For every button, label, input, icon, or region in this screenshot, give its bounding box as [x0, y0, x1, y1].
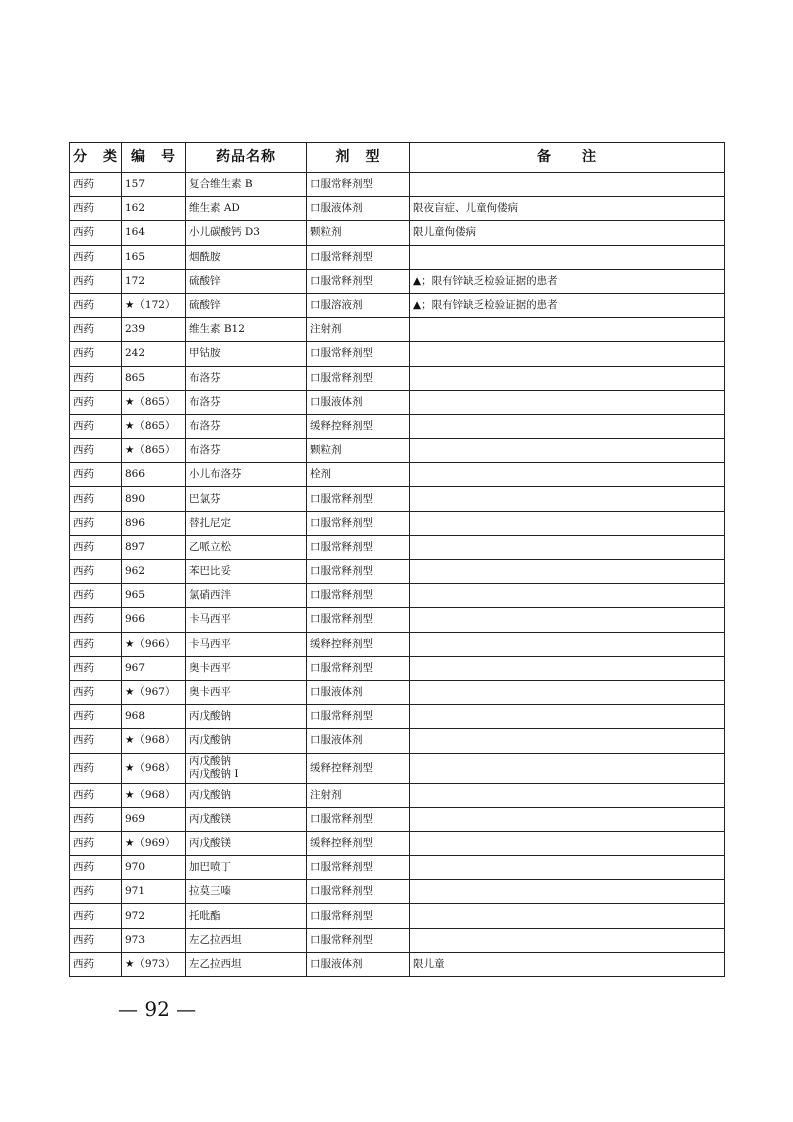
- drug-name-line: 布洛芬: [189, 444, 221, 457]
- cell-remarks: [410, 439, 725, 463]
- cell-dosage-form: 口服常释剂型: [307, 535, 410, 559]
- cell-drug-name: [186, 535, 307, 559]
- drug-name-line: 丙戊酸钠: [189, 788, 231, 801]
- table-row: [70, 366, 725, 390]
- cell-category: 西药: [70, 173, 122, 197]
- cell-remarks: ▲；限有锌缺乏检验证据的患者: [410, 293, 725, 317]
- table-row: [70, 856, 725, 880]
- cell-category: 西药: [70, 705, 122, 729]
- table-row: [70, 293, 725, 317]
- cell-code: 242: [122, 342, 186, 366]
- cell-remarks: 限儿童: [410, 952, 725, 976]
- cell-code: 165: [122, 245, 186, 269]
- header-code: 编 号: [122, 143, 186, 173]
- cell-code: ★（966）: [122, 632, 186, 656]
- cell-dosage-form: 口服常释剂型: [307, 608, 410, 632]
- cell-drug-name: [186, 173, 307, 197]
- cell-category: 西药: [70, 856, 122, 880]
- cell-drug-name: [186, 928, 307, 952]
- cell-category: 西药: [70, 293, 122, 317]
- cell-code: ★（865）: [122, 390, 186, 414]
- cell-dosage-form: 注射剂: [307, 783, 410, 807]
- cell-code: 968: [122, 705, 186, 729]
- drug-name-line: 丙戊酸镁: [189, 836, 231, 849]
- cell-dosage-form: 颗粒剂: [307, 439, 410, 463]
- cell-drug-name: [186, 729, 307, 753]
- cell-code: 965: [122, 584, 186, 608]
- cell-code: 971: [122, 880, 186, 904]
- cell-code: 172: [122, 269, 186, 293]
- cell-remarks: [410, 856, 725, 880]
- cell-remarks: [410, 753, 725, 783]
- cell-dosage-form: 口服常释剂型: [307, 928, 410, 952]
- drug-name-line: 烟酰胺: [189, 250, 221, 263]
- cell-code: 162: [122, 197, 186, 221]
- cell-code: ★（172）: [122, 293, 186, 317]
- table-row: [70, 342, 725, 366]
- cell-drug-name: [186, 487, 307, 511]
- cell-category: 西药: [70, 221, 122, 245]
- drug-name-line: 巴氯芬: [189, 492, 221, 505]
- cell-category: 西药: [70, 680, 122, 704]
- cell-remarks: ▲；限有锌缺乏检验证据的患者: [410, 269, 725, 293]
- cell-dosage-form: 口服常释剂型: [307, 269, 410, 293]
- cell-remarks: [410, 928, 725, 952]
- cell-code: ★（865）: [122, 439, 186, 463]
- cell-category: 西药: [70, 560, 122, 584]
- cell-remarks: [410, 680, 725, 704]
- table-row: [70, 487, 725, 511]
- cell-dosage-form: 口服常释剂型: [307, 245, 410, 269]
- cell-category: 西药: [70, 487, 122, 511]
- cell-remarks: [410, 705, 725, 729]
- table-row: [70, 608, 725, 632]
- cell-remarks: [410, 783, 725, 807]
- cell-code: ★（973）: [122, 952, 186, 976]
- drug-name-line: 奥卡西平: [189, 686, 231, 699]
- table-row: [70, 705, 725, 729]
- cell-drug-name: [186, 807, 307, 831]
- cell-dosage-form: 口服常释剂型: [307, 656, 410, 680]
- cell-drug-name: [186, 904, 307, 928]
- cell-category: 西药: [70, 535, 122, 559]
- table-row: [70, 535, 725, 559]
- cell-category: 西药: [70, 608, 122, 632]
- cell-dosage-form: 口服液体剂: [307, 680, 410, 704]
- table-row: [70, 928, 725, 952]
- cell-drug-name: [186, 608, 307, 632]
- cell-remarks: [410, 831, 725, 855]
- cell-drug-name: [186, 293, 307, 317]
- table-row: [70, 511, 725, 535]
- cell-dosage-form: 口服常释剂型: [307, 880, 410, 904]
- table-row: [70, 245, 725, 269]
- cell-dosage-form: 口服常释剂型: [307, 904, 410, 928]
- cell-category: 西药: [70, 414, 122, 438]
- cell-category: 西药: [70, 880, 122, 904]
- table-row: [70, 680, 725, 704]
- table-row: [70, 414, 725, 438]
- cell-code: 967: [122, 656, 186, 680]
- table-row: [70, 221, 725, 245]
- drug-name-line: 硫酸锌: [189, 299, 221, 312]
- cell-drug-name: [186, 463, 307, 487]
- table-row: [70, 560, 725, 584]
- cell-remarks: 限儿童佝偻病: [410, 221, 725, 245]
- drug-name-line: 布洛芬: [189, 371, 221, 384]
- cell-category: 西药: [70, 197, 122, 221]
- cell-remarks: [410, 342, 725, 366]
- cell-remarks: [410, 608, 725, 632]
- cell-drug-name: [186, 245, 307, 269]
- cell-drug-name: [186, 342, 307, 366]
- table-row: [70, 783, 725, 807]
- cell-code: ★（969）: [122, 831, 186, 855]
- cell-dosage-form: 口服常释剂型: [307, 705, 410, 729]
- cell-remarks: [410, 318, 725, 342]
- cell-remarks: [410, 366, 725, 390]
- cell-remarks: [410, 656, 725, 680]
- cell-remarks: [410, 729, 725, 753]
- cell-dosage-form: 颗粒剂: [307, 221, 410, 245]
- cell-category: 西药: [70, 632, 122, 656]
- cell-remarks: [410, 245, 725, 269]
- drug-name-line: 氯硝西泮: [189, 589, 231, 602]
- cell-code: 890: [122, 487, 186, 511]
- cell-category: 西药: [70, 831, 122, 855]
- cell-code: 164: [122, 221, 186, 245]
- drug-name-line: 丙戊酸钠: [189, 734, 231, 747]
- cell-drug-name: [186, 632, 307, 656]
- cell-code: 970: [122, 856, 186, 880]
- cell-code: ★（968）: [122, 783, 186, 807]
- table-row: [70, 584, 725, 608]
- cell-dosage-form: 缓释控释剂型: [307, 632, 410, 656]
- cell-drug-name: [186, 880, 307, 904]
- cell-dosage-form: 口服溶液剂: [307, 293, 410, 317]
- cell-remarks: [410, 390, 725, 414]
- cell-drug-name: [186, 856, 307, 880]
- cell-remarks: [410, 414, 725, 438]
- cell-remarks: [410, 584, 725, 608]
- drug-name-line: 乙哌立松: [189, 540, 231, 553]
- drug-name-line: 托吡酯: [189, 909, 221, 922]
- cell-remarks: [410, 880, 725, 904]
- drug-name-line: 丙戊酸钠: [189, 710, 231, 723]
- cell-code: ★（967）: [122, 680, 186, 704]
- header-dosage-form: 剂 型: [307, 143, 410, 173]
- cell-category: 西药: [70, 390, 122, 414]
- drug-name-line: 维生素 AD: [189, 202, 240, 215]
- drug-name-line: 甲钴胺: [189, 347, 221, 360]
- page-number: — 92 —: [118, 997, 197, 1021]
- cell-remarks: [410, 632, 725, 656]
- cell-code: ★（968）: [122, 753, 186, 783]
- cell-category: 西药: [70, 318, 122, 342]
- cell-drug-name: [186, 221, 307, 245]
- cell-code: 972: [122, 904, 186, 928]
- cell-remarks: [410, 904, 725, 928]
- cell-category: 西药: [70, 342, 122, 366]
- cell-code: 962: [122, 560, 186, 584]
- header-drug-name: 药品名称: [186, 143, 307, 173]
- cell-category: 西药: [70, 952, 122, 976]
- cell-drug-name: [186, 390, 307, 414]
- cell-dosage-form: 口服液体剂: [307, 197, 410, 221]
- drug-name-line: 布洛芬: [189, 419, 221, 432]
- cell-drug-name: [186, 831, 307, 855]
- cell-dosage-form: 口服常释剂型: [307, 366, 410, 390]
- cell-drug-name: [186, 584, 307, 608]
- cell-remarks: 限夜盲症、儿童佝偻病: [410, 197, 725, 221]
- drug-name-line: 苯巴比妥: [189, 565, 231, 578]
- table-row: [70, 318, 725, 342]
- table-row: [70, 753, 725, 783]
- drug-name-line: 奥卡西平: [189, 661, 231, 674]
- drug-name-line: 布洛芬: [189, 395, 221, 408]
- table-row: [70, 729, 725, 753]
- cell-code: 973: [122, 928, 186, 952]
- cell-remarks: [410, 173, 725, 197]
- cell-category: 西药: [70, 584, 122, 608]
- cell-code: 865: [122, 366, 186, 390]
- cell-dosage-form: 缓释控释剂型: [307, 414, 410, 438]
- cell-drug-name: [186, 366, 307, 390]
- cell-category: 西药: [70, 656, 122, 680]
- header-remarks: 备 注: [410, 143, 725, 173]
- drug-name-line: 丙戊酸钠 I: [189, 768, 239, 780]
- drug-name-line: 左乙拉西坦: [189, 933, 242, 946]
- table-row: [70, 173, 725, 197]
- drug-name-line: 小儿碳酸钙 D3: [189, 226, 260, 239]
- table-row: [70, 831, 725, 855]
- table-row: [70, 632, 725, 656]
- cell-dosage-form: 口服常释剂型: [307, 807, 410, 831]
- table-row: [70, 656, 725, 680]
- cell-code: 157: [122, 173, 186, 197]
- table-body: [70, 173, 725, 977]
- cell-dosage-form: 缓释控释剂型: [307, 753, 410, 783]
- drug-name-line: 复合维生素 B: [189, 178, 253, 191]
- cell-category: 西药: [70, 366, 122, 390]
- table-row: [70, 807, 725, 831]
- cell-drug-name: [186, 952, 307, 976]
- table-row: [70, 390, 725, 414]
- cell-code: 866: [122, 463, 186, 487]
- cell-dosage-form: 栓剂: [307, 463, 410, 487]
- cell-code: ★（865）: [122, 414, 186, 438]
- drug-name-line: 替扎尼定: [189, 516, 231, 529]
- table-row: [70, 197, 725, 221]
- cell-category: 西药: [70, 904, 122, 928]
- cell-dosage-form: 口服常释剂型: [307, 342, 410, 366]
- table-row: [70, 463, 725, 487]
- drug-name-line: 小儿布洛芬: [189, 468, 242, 481]
- cell-code: ★（968）: [122, 729, 186, 753]
- cell-category: 西药: [70, 245, 122, 269]
- cell-drug-name: [186, 197, 307, 221]
- cell-category: 西药: [70, 439, 122, 463]
- cell-dosage-form: 口服液体剂: [307, 952, 410, 976]
- cell-category: 西药: [70, 729, 122, 753]
- header-category: 分 类: [70, 143, 122, 173]
- cell-category: 西药: [70, 511, 122, 535]
- cell-code: 239: [122, 318, 186, 342]
- cell-drug-name: [186, 439, 307, 463]
- drug-name-line: 卡马西平: [189, 613, 231, 626]
- cell-dosage-form: 口服常释剂型: [307, 560, 410, 584]
- cell-remarks: [410, 807, 725, 831]
- drug-name-line: 丙戊酸钠: [189, 755, 231, 767]
- cell-dosage-form: 口服常释剂型: [307, 511, 410, 535]
- cell-remarks: [410, 560, 725, 584]
- cell-remarks: [410, 487, 725, 511]
- cell-dosage-form: 口服常释剂型: [307, 487, 410, 511]
- cell-drug-name: [186, 705, 307, 729]
- table-header-row: [70, 143, 725, 173]
- drug-name-line: 硫酸锌: [189, 274, 221, 287]
- cell-drug-name: [186, 414, 307, 438]
- table-row: [70, 439, 725, 463]
- cell-category: 西药: [70, 783, 122, 807]
- cell-drug-name: [186, 511, 307, 535]
- cell-dosage-form: 口服液体剂: [307, 729, 410, 753]
- cell-drug-name: [186, 318, 307, 342]
- cell-code: 896: [122, 511, 186, 535]
- drug-name-line: 维生素 B12: [189, 323, 245, 336]
- table-row: [70, 952, 725, 976]
- cell-dosage-form: 注射剂: [307, 318, 410, 342]
- cell-dosage-form: 口服常释剂型: [307, 584, 410, 608]
- table-row: [70, 880, 725, 904]
- cell-drug-name: [186, 753, 307, 783]
- cell-remarks: [410, 511, 725, 535]
- cell-drug-name: [186, 656, 307, 680]
- cell-code: 969: [122, 807, 186, 831]
- cell-remarks: [410, 463, 725, 487]
- cell-category: 西药: [70, 269, 122, 293]
- drug-name-line: 拉莫三嗪: [189, 885, 231, 898]
- drug-name-line: 左乙拉西坦: [189, 957, 242, 970]
- cell-drug-name: [186, 783, 307, 807]
- cell-drug-name: [186, 560, 307, 584]
- cell-dosage-form: 口服液体剂: [307, 390, 410, 414]
- cell-remarks: [410, 535, 725, 559]
- cell-category: 西药: [70, 928, 122, 952]
- cell-drug-name: [186, 680, 307, 704]
- cell-dosage-form: 口服常释剂型: [307, 856, 410, 880]
- cell-code: 897: [122, 535, 186, 559]
- drug-name-line: 加巴喷丁: [189, 861, 231, 874]
- cell-category: 西药: [70, 463, 122, 487]
- cell-code: 966: [122, 608, 186, 632]
- drug-name-line: 丙戊酸镁: [189, 812, 231, 825]
- table-row: [70, 904, 725, 928]
- cell-category: 西药: [70, 753, 122, 783]
- cell-dosage-form: 缓释控释剂型: [307, 831, 410, 855]
- drug-name-line: 卡马西平: [189, 637, 231, 650]
- cell-drug-name: [186, 269, 307, 293]
- cell-dosage-form: 口服常释剂型: [307, 173, 410, 197]
- cell-category: 西药: [70, 807, 122, 831]
- table-row: [70, 269, 725, 293]
- drug-list-table: [69, 142, 725, 977]
